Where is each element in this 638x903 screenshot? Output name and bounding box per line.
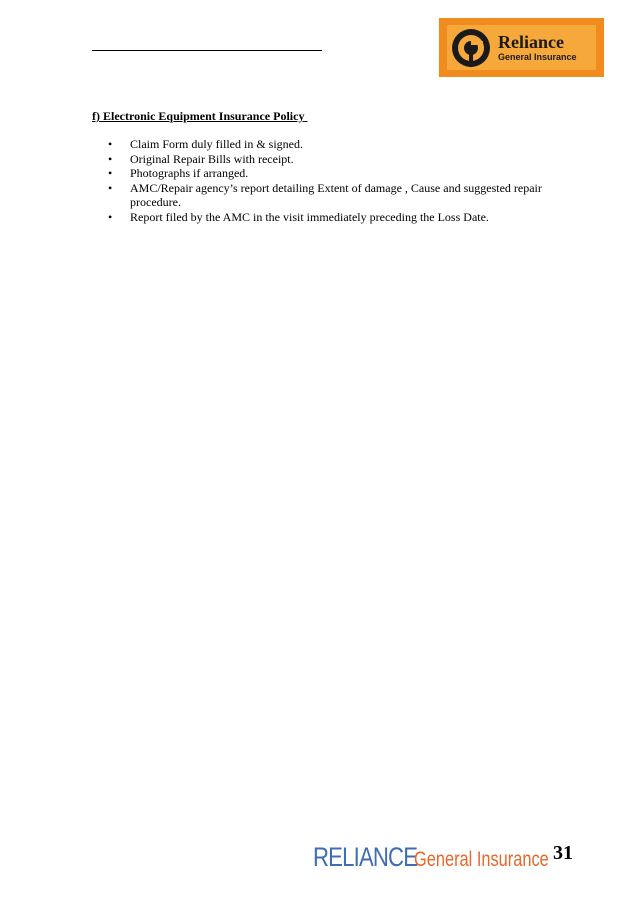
list-item: • Report filed by the AMC in the visit immediately preceding the Loss Date.: [108, 210, 578, 225]
list-item: • Original Repair Bills with receipt.: [108, 152, 578, 167]
list-item: • AMC/Repair agency’s report detailing Extent of damage , Cause and suggested repair procedure.: [108, 181, 578, 210]
footer-brand-sub: General Insurance: [414, 848, 549, 871]
list-item: • Photographs if arranged.: [108, 166, 578, 181]
logo-text: [498, 33, 577, 62]
reliance-emblem-icon: [450, 27, 492, 69]
reliance-logo: [439, 18, 604, 77]
logo-inner: [447, 25, 596, 70]
header-rule: [92, 50, 322, 51]
page-number: 31: [553, 842, 573, 864]
section-heading: f) Electronic Equipment Insurance Policy: [92, 109, 308, 123]
list-item: • Claim Form duly filled in & signed.: [108, 137, 578, 152]
footer-brand-main: RELIANCE: [313, 842, 418, 872]
logo-name: Reliance: [498, 32, 564, 52]
footer-brand-logo: [313, 842, 587, 872]
requirements-list: [108, 137, 578, 224]
logo-subtitle: General Insurance: [498, 52, 577, 62]
